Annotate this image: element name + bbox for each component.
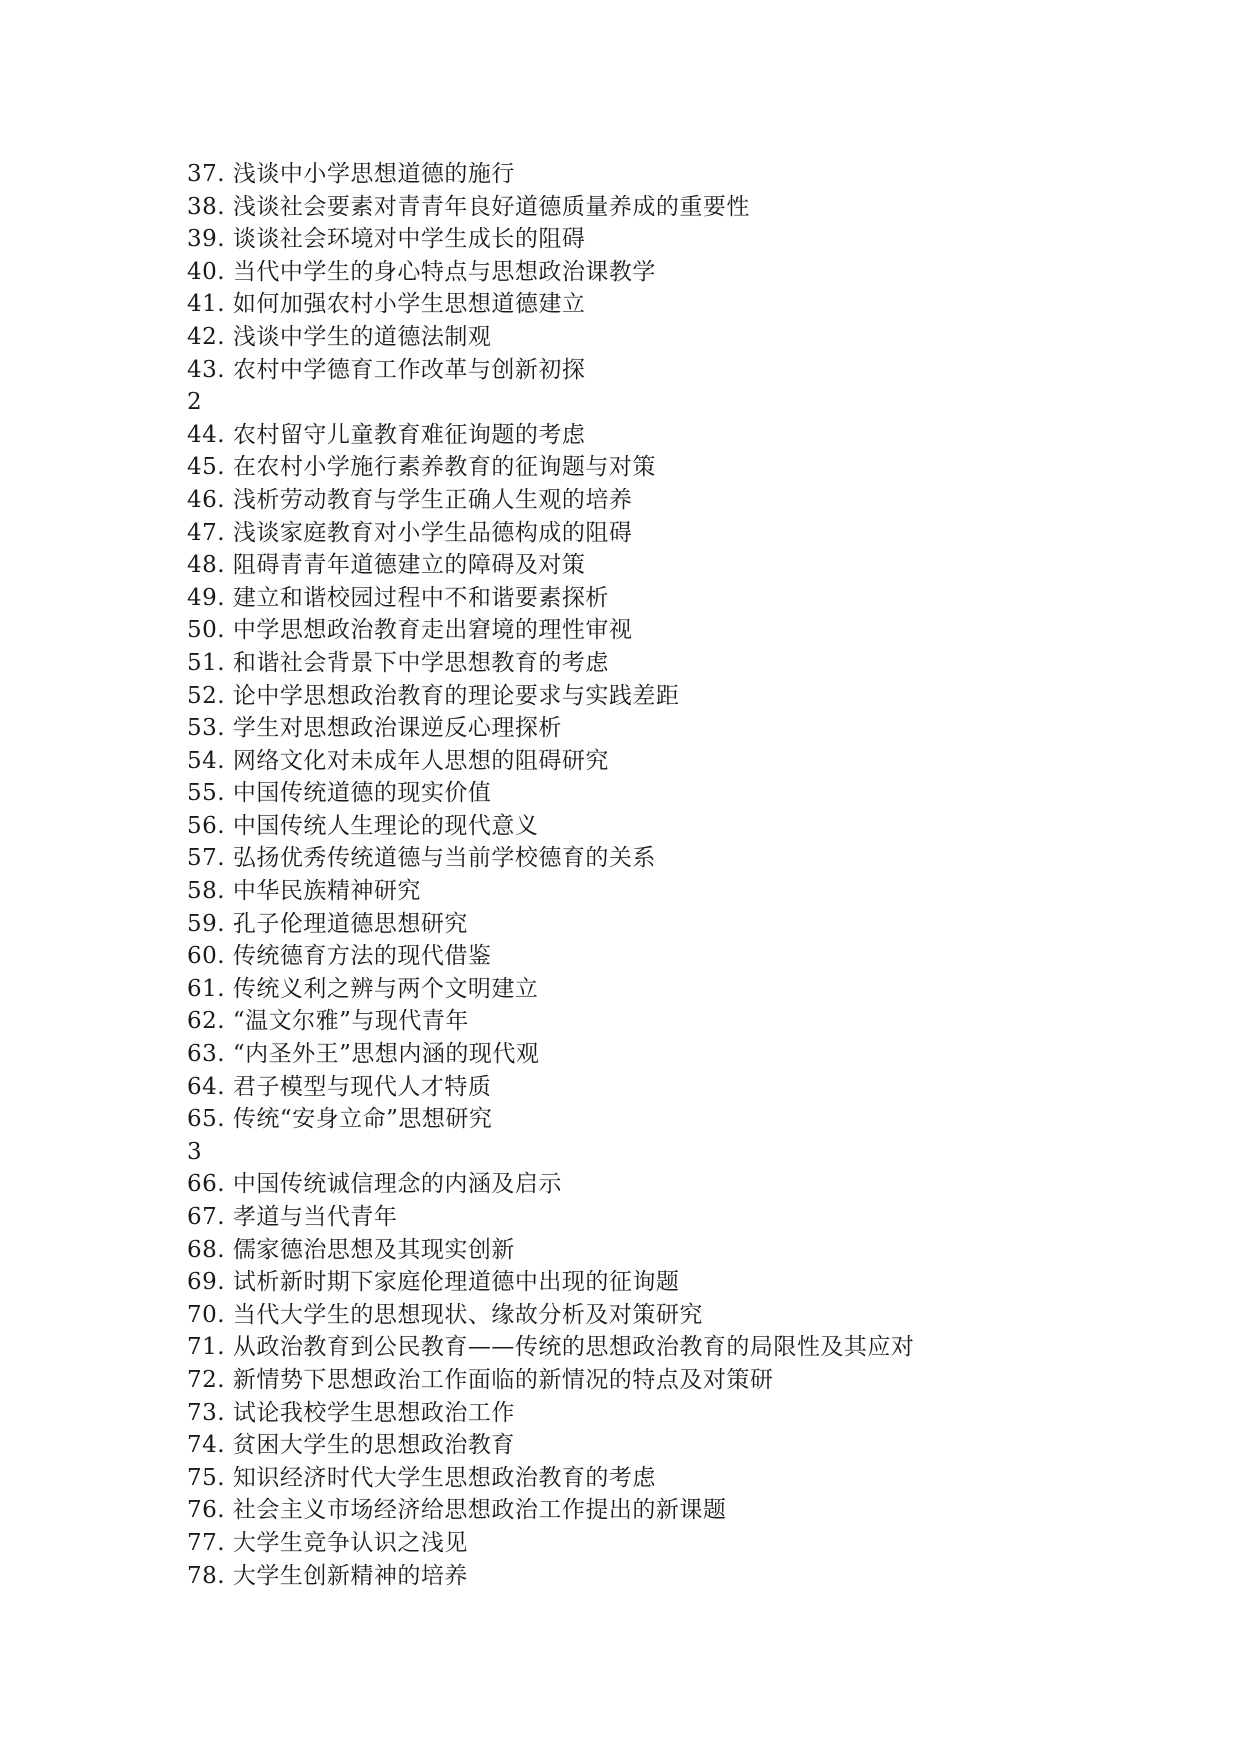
topic-item: 42. 浅谈中学生的道德法制观 bbox=[187, 323, 492, 350]
topic-item: 61. 传统义利之辨与两个文明建立 bbox=[187, 975, 539, 1002]
topic-item: 69. 试析新时期下家庭伦理道德中出现的征询题 bbox=[187, 1269, 680, 1296]
topic-item: 57. 弘扬优秀传统道德与当前学校德育的关系 bbox=[187, 845, 656, 872]
topic-item: 60. 传统德育方法的现代借鉴 bbox=[187, 943, 492, 970]
topic-item: 47. 浅谈家庭教育对小学生品德构成的阻碍 bbox=[187, 519, 633, 546]
topic-item: 39. 谈谈社会环境对中学生成长的阻碍 bbox=[187, 226, 586, 253]
page-number: 2 bbox=[187, 389, 203, 416]
topic-item: 73. 试论我校学生思想政治工作 bbox=[187, 1399, 515, 1426]
topic-item: 50. 中学思想政治教育走出窘境的理性审视 bbox=[187, 617, 633, 644]
topic-item: 62. “温文尔雅”与现代青年 bbox=[187, 1008, 469, 1035]
topic-item: 70. 当代大学生的思想现状、缘故分析及对策研究 bbox=[187, 1301, 703, 1328]
topic-item: 52. 论中学思想政治教育的理论要求与实践差距 bbox=[187, 682, 680, 709]
topic-item: 56. 中国传统人生理论的现代意义 bbox=[187, 812, 539, 839]
topic-item: 48. 阻碍青青年道德建立的障碍及对策 bbox=[187, 552, 586, 579]
topic-item: 63. “内圣外王”思想内涵的现代观 bbox=[187, 1041, 540, 1068]
topic-item: 40. 当代中学生的身心特点与思想政治课教学 bbox=[187, 258, 656, 285]
topic-item: 43. 农村中学德育工作改革与创新初探 bbox=[187, 356, 586, 383]
topic-item: 51. 和谐社会背景下中学思想教育的考虑 bbox=[187, 649, 609, 676]
topic-item: 38. 浅谈社会要素对青青年良好道德质量养成的重要性 bbox=[187, 193, 750, 220]
topic-item: 59. 孔子伦理道德思想研究 bbox=[187, 910, 468, 937]
topic-list bbox=[187, 158, 914, 1592]
topic-item: 58. 中华民族精神研究 bbox=[187, 878, 421, 905]
topic-item: 64. 君子模型与现代人才特质 bbox=[187, 1073, 492, 1100]
topic-item: 55. 中国传统道德的现实价值 bbox=[187, 780, 492, 807]
topic-item: 75. 知识经济时代大学生思想政治教育的考虑 bbox=[187, 1464, 656, 1491]
topic-item: 45. 在农村小学施行素养教育的征询题与对策 bbox=[187, 454, 656, 481]
topic-item: 74. 贫困大学生的思想政治教育 bbox=[187, 1432, 515, 1459]
topic-item: 77. 大学生竞争认识之浅见 bbox=[187, 1529, 468, 1556]
topic-item: 53. 学生对思想政治课逆反心理探析 bbox=[187, 715, 562, 742]
topic-item: 76. 社会主义市场经济给思想政治工作提出的新课题 bbox=[187, 1497, 727, 1524]
topic-item: 67. 孝道与当代青年 bbox=[187, 1204, 398, 1230]
topic-item: 41. 如何加强农村小学生思想道德建立 bbox=[187, 291, 586, 318]
topic-item: 54. 网络文化对未成年人思想的阻碍研究 bbox=[187, 747, 609, 774]
topic-item: 44. 农村留守儿童教育难征询题的考虑 bbox=[187, 421, 586, 448]
topic-item: 72. 新情势下思想政治工作面临的新情况的特点及对策研 bbox=[187, 1366, 774, 1393]
topic-item: 68. 儒家德治思想及其现实创新 bbox=[187, 1236, 515, 1263]
topic-item: 66. 中国传统诚信理念的内涵及启示 bbox=[187, 1171, 562, 1198]
topic-item: 71. 从政治教育到公民教育——传统的思想政治教育的局限性及其应对 bbox=[187, 1334, 915, 1361]
page-number: 3 bbox=[187, 1138, 203, 1165]
topic-item: 65. 传统“安身立命”思想研究 bbox=[187, 1106, 493, 1133]
topic-item: 49. 建立和谐校园过程中不和谐要素探析 bbox=[187, 584, 609, 611]
topic-item: 78. 大学生创新精神的培养 bbox=[187, 1562, 468, 1589]
topic-item: 46. 浅析劳动教育与学生正确人生观的培养 bbox=[187, 486, 633, 513]
topic-item: 37. 浅谈中小学思想道德的施行 bbox=[187, 161, 515, 187]
